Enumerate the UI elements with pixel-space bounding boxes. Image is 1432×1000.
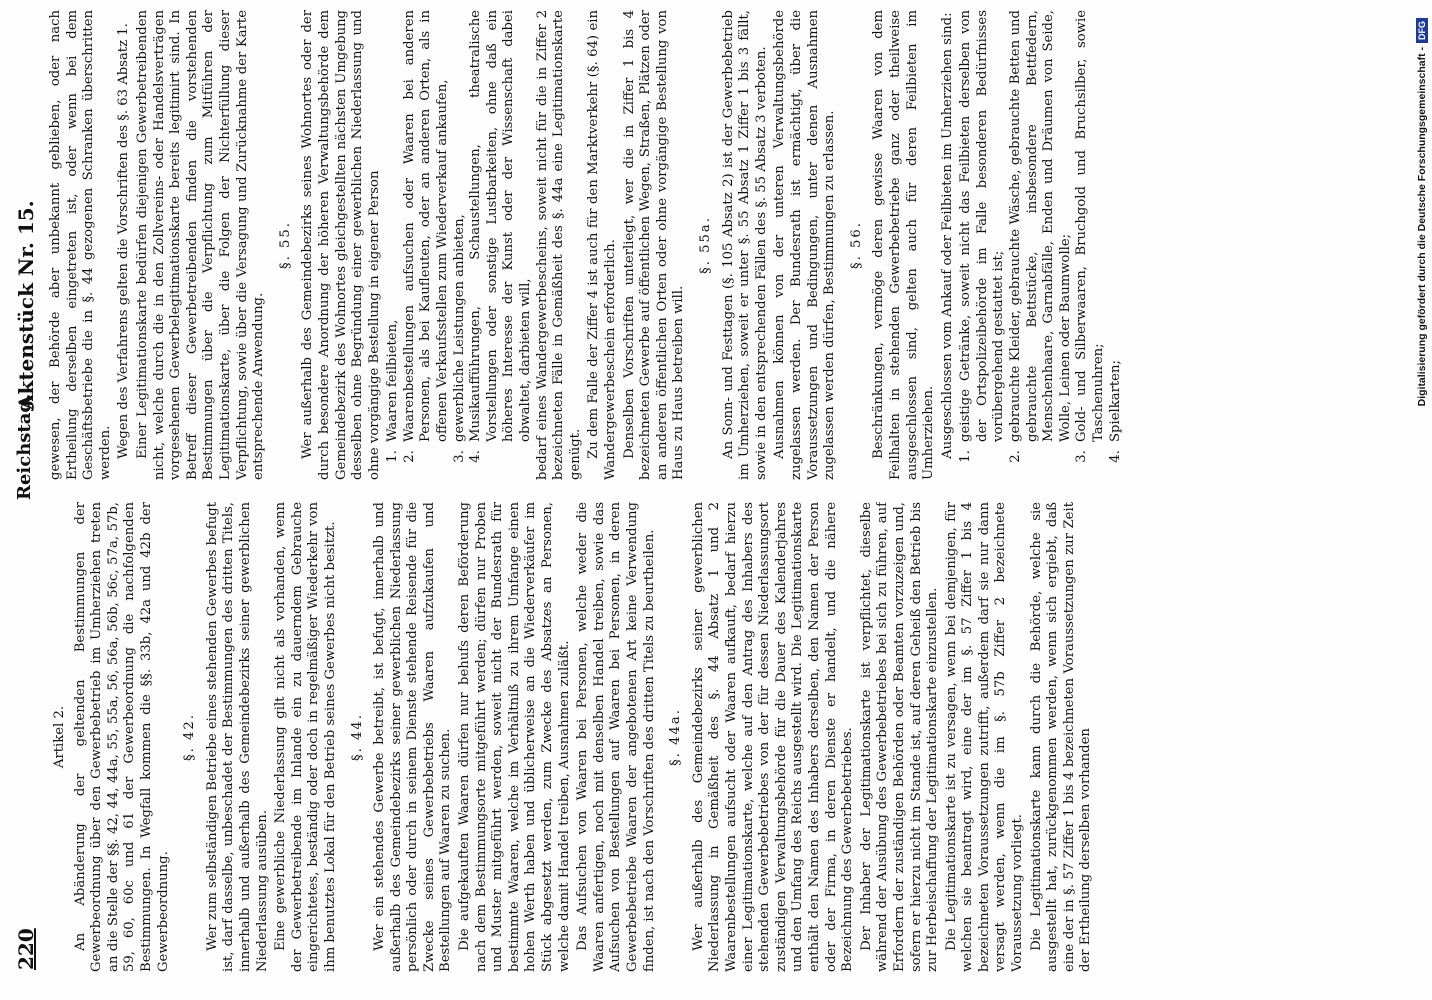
list-item: 4. Spielkarten; — [1108, 10, 1125, 446]
paragraph: Die Legitimationskarte ist zu versagen, wenn bei demjenigen, für welchen sie beantragt wird, eine der im §. 57 Ziffer 1 bis 4 bezeichneten Voraussetzungen zutrifft, außerdem darf sie nur dann versagt werden, wenn die im §. 57b Ziffer 2 bezeichnete Voraussetzung vorliegt. — [943, 502, 1026, 972]
artikel-heading: Artikel 2. — [52, 705, 67, 769]
paragraph: Wer ein stehendes Gewerbe betreibt, ist befugt, innerhalb und außerhalb des Gemeindebezirks seiner gewerblichen Niederlassung persönlich oder durch in seinem Dienste stehende Reisende für die Zwecke seines Gewerbebetriebs Waaren aufzukaufen und Bestellungen auf Waaren zu suchen. — [372, 502, 454, 972]
paragraph: Die aufgekauften Waaren dürfen nur behufs deren Beförderung nach dem Bestimmungsorte mitgeführt werden; dürfen nur Proben und Muster mitgeführt werden, soweit nicht der Bundesrath für bestimmte Waaren, welche im Verhältniß zu ihrem Umfange einen hohen Werth haben und üblicherweise an die Wiederverkäufer im Stück abgesetzt werden, zum Zwecke des Absatzes an Personen, welche damit Handel treiben, Ausnahmen zuläßt. — [457, 502, 572, 972]
list-item: 3. Gold- und Silberwaaren, Bruchgold und Bruchsilber, sowie Taschenuhren; — [1074, 10, 1107, 446]
section-heading-55: §. 55. — [277, 221, 293, 269]
paragraph: Wer zum selbständigen Betriebe eines stehenden Gewerbes befugt ist, darf dasselbe, unbeschadet der Bestimmungen des dritten Titels, innerhalb und außerhalb des Gemeindebezirks seiner gewerblichen Niederlassung ausüben. — [204, 502, 270, 972]
list-item: 4. Musikaufführungen, Schaustellungen, theatralische Vorstellungen oder sonstige Lustbarkeiten, ohne daß ein höheres Interesse der Kunst oder der Wissenschaft dabei obwaltet, darbieten will, — [468, 10, 534, 446]
paragraph: Ausnahmen können von der unteren Verwaltungsbehörde zugelassen werden. Der Bundesrath ist ermächtigt, über die Voraussetzungen und Bedingungen, unter denen Ausnahmen zugelassen werden dürfen, Bestimmungen zu erlassen. — [772, 10, 838, 480]
header-left-title: Reichstag. — [14, 393, 35, 500]
list-item: 3. gewerbliche Leistungen anbieten, — [452, 10, 469, 446]
left-column — [48, 502, 1408, 972]
header-right-title: Aktenstück Nr. 15. — [14, 200, 38, 410]
paragraph: bedarf eines Wandergewerbescheins, soweit nicht für die in Ziffer 2 bezeichneten Fälle in Gemäßheit des §. 44a eine Legitimationskarte genügt. — [534, 10, 583, 480]
digitization-strip — [1412, 0, 1432, 1000]
numbered-list-56 — [958, 10, 1124, 480]
paragraph: Der Inhaber der Legitimationskarte ist verpflichtet, dieselbe während der Ausübung des Gewerbebetriebes bei sich zu führen, auf Erfordern der zuständigen Behörden oder Beamten vorzuzeigen und, sofern er hierzu nicht im Stande ist, auf deren Geheiß den Betrieb bis zur Herbeischaffung der Legitimationskarte einzustellen. — [858, 502, 941, 972]
running-header — [14, 30, 40, 970]
paragraph: Wegen des Verfahrens gelten die Vorschriften des §. 63 Absatz 1. — [116, 23, 132, 459]
list-item: 2. Waarenbestellungen aufsuchen oder Waaren bei anderen Personen, als bei Kaufleuten, oder an anderen Orten, als in offenen Verkaufsstellen zum Wiederverkauf ankaufen, — [402, 10, 452, 446]
digitization-text: Digitalisierung gefördert durch die Deutsche Forschungsgemeinschaft - — [1416, 47, 1428, 407]
paragraph: Die Legitimationskarte kann durch die Behörde, welche sie ausgestellt hat, zurückgenommen werden, wenn sich ergiebt, daß eine der in §. 57 Ziffer 1 bis 4 bezeichneten Voraussetzungen zur Zeit der Ertheilung derselben vorhanden — [1028, 502, 1094, 972]
paragraph: Ausgeschlossen vom Ankauf oder Feilbieten im Umherziehen sind: — [939, 12, 955, 459]
page-number: 220 — [14, 928, 38, 970]
list-item: 1. geistige Getränke, soweit nicht das Feilbieten derselben von der Ortspolizeibehörde im Falle besonderen Bedürfnisses vorübergehend gestattet ist; — [958, 10, 1008, 446]
paragraph: Wer außerhalb des Gemeindebezirks seines Wohnortes oder der durch besondere Anordnung der höheren Verwaltungsbehörde dem Gemeindebezirk des Wohnortes gleichgestellten nächsten Umgebung desselben ohne Begründung einer gewerblichen Niederlassung und ohne vorgängige Bestellung in eigener Person — [300, 10, 382, 480]
section-heading-44a: §. 44a. — [668, 708, 684, 766]
section-heading-44: §. 44. — [349, 713, 365, 761]
digitization-note — [1414, 0, 1432, 1000]
dfg-logo: DFG — [1416, 18, 1428, 43]
paragraph: Das Aufsuchen von Waaren bei Personen, welche weder die Waaren anfertigen, noch mit denselben Handel treiben, sowie das Aufsuchen von Bestellungen auf Waaren bei Personen, in deren Gewerbebetriebe Waaren der angebotenen Art keine Verwendung finden, ist nach den Vorschriften des dritten Titels zu beurtheilen. — [575, 502, 657, 972]
paragraph: Beschränkungen, vermöge deren gewisse Waaren von dem Feilhalten in stehenden Gewerbebetriebe ganz oder theilweise ausgeschlossen sind, gelten auch für deren Feilbieten im Umherziehen. — [871, 10, 937, 480]
right-column — [48, 10, 1408, 480]
paragraph: Denselben Vorschriften unterliegt, wer die in Ziffer 1 bis 4 bezeichneten Gewerbe auf öffentlichen Wegen, Straßen, Plätzen oder an anderen öffentlichen Orten oder ohne vorgängige Bestellung von Haus zu Haus betreiben will. — [621, 10, 687, 480]
paragraph: Zu dem Falle der Ziffer 4 ist auch für den Marktverkehr (§. 64) ein Wandergewerbeschein erforderlich. — [586, 10, 618, 480]
list-item: 2. gebrauchte Kleider, gebrauchte Wäsche, gebrauchte Betten und gebrauchte Bettstücke, insbesondere Bettfedern, Menschenhaare, Garnabfälle, Enden und Dräumen von Seide, Wolle, Leinen oder Baumwolle; — [1008, 10, 1074, 446]
paragraph: gewesen, der Behörde aber unbekannt geblieben, oder nach Ertheilung derselben eingetreten ist, oder wenn bei dem Geschäftsbetriebe die in §. 44 gezogenen Schranken überschritten werden. — [48, 10, 113, 480]
paragraph: Eine gewerbliche Niederlassung gilt nicht als vorhanden, wenn der Gewerbetreibende im Inlande ein zu dauerndem Gebrauche eingerichtetes, beständig oder doch in regelmäßiger Wiederkehr von ihm benutztes Lokal für den Betrieb seines Gewerbes nicht besitzt. — [273, 502, 338, 972]
section-heading-56: §. 56. — [848, 221, 864, 269]
numbered-list-55 — [385, 10, 534, 480]
paragraph: Wer außerhalb des Gemeindebezirks seiner gewerblichen Niederlassung in Gemäßheit des §. 44 Absatz 1 und 2 Waarenbestellungen aufsucht oder Waaren aufkauft, bedarf hierzu einer Legitimationskarte, welche auf den Antrag des Inhabers des stehenden Gewerbebetriebes von der für dessen Niederlassungsort zuständigen Verwaltungsbehörde für die Dauer des Kalenderjahres und den Umfang des Reichs ausgestellt wird. Die Legitimationskarte enthält den Namen des Inhabers derselben, den Namen der Person oder der Firma, in deren Dienste er handelt, und die nähere Bezeichnung des Gewerbebetriebes. — [690, 502, 856, 972]
list-item: 1. Waaren feilbieten, — [385, 10, 402, 446]
section-heading-42: §. 42. — [182, 713, 198, 761]
paragraph: An Sonn- und Festtagen (§. 105 Absatz 2) ist der Gewerbebetrieb im Umherziehen, soweit er unter §. 55 Absatz 1 Ziffer 1 bis 3 fällt, sowie in den entsprechenden Fällen des §. 55 Absatz 3 verboten. — [720, 10, 769, 480]
section-heading-55a: §. 55a. — [697, 216, 713, 274]
paragraph: An Abänderung der geltenden Bestimmungen der Gewerbeordnung über den Gewerbebetrieb im Umherziehen treten an die Stelle der §§. 42, 44, 44a, 55, 55a, 56, 56a, 56b, 56c, 57a, 57b, 59, 60, 60c und 61 der Gewerbeordnung die nachfolgenden Bestimmungen. In Wegfall kommen die §§. 33b, 42a und 42b der Gewerbeordnung. — [72, 502, 171, 972]
paragraph: Einer Legitimationskarte bedürfen diejenigen Gewerbetreibenden nicht, welche durch die in den Zollvereins- oder Handelsverträgen vorgesehenen Gewerbelegitimationskarte bereits legitimirt sind. In Betreff dieser Gewerbetreibenden finden die vorstehenden Bestimmungen über die Verpflichtung zum Mitführen der Legitimationskarte, über die Folgen der Nichterfüllung dieser Verpflichtung, sowie über die Versagung und Zurücknahme der Karte entsprechende Anwendung. — [134, 10, 267, 480]
